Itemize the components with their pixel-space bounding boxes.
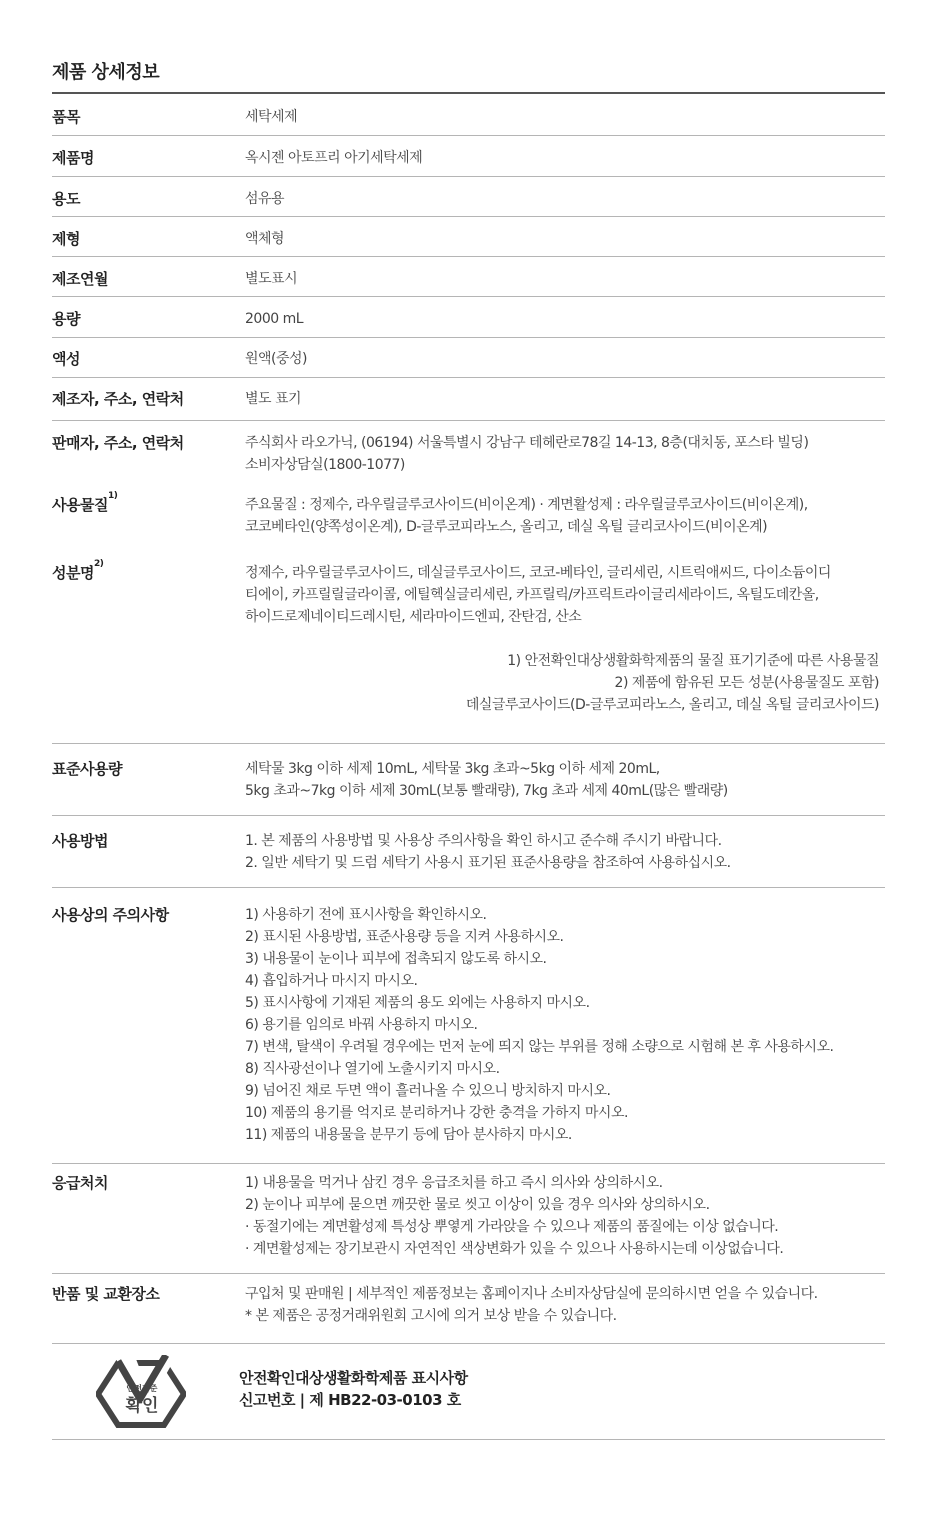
row-value: 액체형 xyxy=(245,231,285,247)
value-line: 4) 흡입하거나 마시지 마시오. xyxy=(245,973,418,989)
row-value xyxy=(245,830,885,874)
row-label: 액성 xyxy=(52,350,80,368)
row-value: 별도 표기 xyxy=(245,391,302,407)
value-line: 구입처 및 판매원 | 세부적인 제품정보는 홈페이지나 소비자상담실에 문의하시면 얻을 수 있습니다. xyxy=(245,1286,818,1302)
value-line: 9) 넘어진 채로 두면 액이 흘러나올 수 있으니 방치하지 마시오. xyxy=(245,1083,611,1099)
row-value: 섬유용 xyxy=(245,191,285,207)
row-value xyxy=(245,904,885,1146)
label-text: 사용물질 xyxy=(52,496,108,514)
row-divider xyxy=(52,296,885,297)
row-divider xyxy=(52,743,885,744)
row-label: 반품 및 교환장소 xyxy=(52,1285,160,1303)
row-label: 용도 xyxy=(52,190,80,208)
value-line: 하이드로제네이티드레시틴, 세라마이드엔피, 잔탄검, 산소 xyxy=(245,609,582,625)
row-value xyxy=(245,494,885,538)
row-label: 제품명 xyxy=(52,149,94,167)
row-label: 사용방법 xyxy=(52,832,108,850)
row-label: 표준사용량 xyxy=(52,760,122,778)
footnote-line: 1) 안전확인대상생활화학제품의 물질 표기기준에 따른 사용물질 xyxy=(507,653,879,669)
row-divider xyxy=(52,1273,885,1274)
row-divider xyxy=(52,1163,885,1164)
value-line: 11) 제품의 내용물을 분무기 등에 담아 분사하지 마시오. xyxy=(245,1127,572,1143)
row-label: 용량 xyxy=(52,310,80,328)
safety-check-badge-icon xyxy=(96,1355,186,1433)
row-value: 원액(중성) xyxy=(245,351,308,367)
row-label: 사용상의 주의사항 xyxy=(52,906,169,924)
row-label: 판매자, 주소, 연락처 xyxy=(52,434,184,452)
value-line: · 계면활성제는 장기보관시 자연적인 색상변화가 있을 수 있으나 사용하시는데 이상없습니다. xyxy=(245,1241,784,1257)
value-line: 1) 사용하기 전에 표시사항을 확인하시오. xyxy=(245,907,487,923)
badge-big-text: 확인 xyxy=(125,1396,159,1416)
value-line: 티에이, 카프릴릴글라이콜, 에틸헥실글리세린, 카프릴릭/카프릭트라이글리세라이드, 옥틸도데칸올, xyxy=(245,587,819,603)
label-text: 성분명 xyxy=(52,564,94,582)
value-line: 8) 직사광선이나 열기에 노출시키지 마시오. xyxy=(245,1061,500,1077)
row-label: 제조자, 주소, 연락처 xyxy=(52,390,184,408)
certification-title: 안전확인대상생활화학제품 표시사항 xyxy=(239,1369,468,1387)
row-divider xyxy=(52,176,885,177)
row-value: 옥시젠 아토프리 아기세탁세제 xyxy=(245,150,423,166)
value-line: 2) 표시된 사용방법, 표준사용량 등을 지켜 사용하시오. xyxy=(245,929,564,945)
row-divider xyxy=(52,815,885,816)
row-label: 제형 xyxy=(52,230,80,248)
row-label xyxy=(52,559,104,583)
value-line: · 동절기에는 계면활성제 특성상 뿌옇게 가라앉을 수 있으나 제품의 품질에는 이상 없습니다. xyxy=(245,1219,779,1235)
row-label: 품목 xyxy=(52,108,80,126)
value-line: 코코베타인(양쪽성이온계), D-글루코피라노스, 올리고, 데실 옥틸 글리코사이드(비이온계) xyxy=(245,519,768,535)
row-divider xyxy=(52,420,885,421)
footnote-line: 2) 제품에 함유된 모든 성분(사용물질도 포함) xyxy=(614,675,879,691)
section-title: 제품 상세정보 xyxy=(52,62,160,83)
footnote-marker: 2) xyxy=(93,559,104,569)
row-divider xyxy=(52,256,885,257)
value-line: 5) 표시사항에 기재된 제품의 용도 외에는 사용하지 마시오. xyxy=(245,995,590,1011)
row-divider xyxy=(52,887,885,888)
row-value: 세탁세제 xyxy=(245,109,298,125)
certification-block xyxy=(52,1355,885,1435)
row-label xyxy=(52,491,118,515)
row-value xyxy=(245,562,885,628)
row-divider xyxy=(52,1343,885,1344)
value-line: 10) 제품의 용기를 억지로 분리하거나 강한 충격을 가하지 마시오. xyxy=(245,1105,628,1121)
value-line: 세탁물 3kg 이하 세제 10mL, 세탁물 3kg 초과~5kg 이하 세제 20mL, xyxy=(245,761,660,777)
value-line: 6) 용기를 임의로 바꿔 사용하지 마시오. xyxy=(245,1017,478,1033)
value-line: * 본 제품은 공정거래위원회 고시에 의거 보상 받을 수 있습니다. xyxy=(245,1308,617,1324)
value-line: 1) 내용물을 먹거나 삼킨 경우 응급조치를 하고 즉시 의사와 상의하시오. xyxy=(245,1175,663,1191)
row-label: 응급처치 xyxy=(52,1174,108,1192)
value-line: 2. 일반 세탁기 및 드럼 세탁기 사용시 표기된 표준사용량을 참조하여 사용하십시오. xyxy=(245,855,731,871)
row-value xyxy=(245,1172,885,1260)
certification-text xyxy=(239,1367,468,1411)
row-label: 제조연월 xyxy=(52,270,108,288)
value-line: 주요물질 : 정제수, 라우릴글루코사이드(비이온계) · 계면활성제 : 라우릴글루코사이드(비이온계), xyxy=(245,497,808,513)
row-value: 별도표시 xyxy=(245,271,298,287)
top-divider xyxy=(52,92,885,94)
row-value: 2000 mL xyxy=(245,311,304,327)
row-divider xyxy=(52,216,885,217)
footnote-line: 데실글루코사이드(D-글루코피라노스, 올리고, 데실 옥틸 글리코사이드) xyxy=(465,697,879,713)
row-divider xyxy=(52,377,885,378)
value-line: 3) 내용물이 눈이나 피부에 접촉되지 않도록 하시오. xyxy=(245,951,547,967)
bottom-divider xyxy=(52,1439,885,1440)
value-line: 정제수, 라우릴글루코사이드, 데실글루코사이드, 코코-베타인, 글리세린, 시트릭애씨드, 다이소듐이디 xyxy=(245,565,831,581)
row-divider xyxy=(52,135,885,136)
value-line: 1. 본 제품의 사용방법 및 사용상 주의사항을 확인 하시고 준수해 주시기 바랍니다. xyxy=(245,833,722,849)
footnotes xyxy=(245,650,879,716)
value-line: 5kg 초과~7kg 이하 세제 30mL(보통 빨래량), 7kg 초과 세제 40mL(많은 빨래량) xyxy=(245,783,728,799)
row-divider xyxy=(52,337,885,338)
value-line: 2) 눈이나 피부에 묻으면 깨끗한 물로 씻고 이상이 있을 경우 의사와 상의하시오. xyxy=(245,1197,710,1213)
row-value xyxy=(245,1283,885,1327)
value-line: 주식회사 라오가닉, (06194) 서울특별시 강남구 테헤란로78길 14-13, 8층(대치동, 포스타 빌딩) xyxy=(245,435,809,451)
certification-number: 신고번호 | 제 HB22-03-0103 호 xyxy=(239,1391,461,1409)
row-value xyxy=(245,758,885,802)
value-line: 소비자상담실(1800-1077) xyxy=(245,457,405,473)
footnote-marker: 1) xyxy=(107,491,118,501)
value-line: 7) 변색, 탈색이 우려될 경우에는 먼저 눈에 띄지 않는 부위를 정해 소량으로 시험해 본 후 사용하시오. xyxy=(245,1039,834,1055)
row-value xyxy=(245,432,885,476)
badge-small-text: 안전기준 xyxy=(126,1384,158,1393)
